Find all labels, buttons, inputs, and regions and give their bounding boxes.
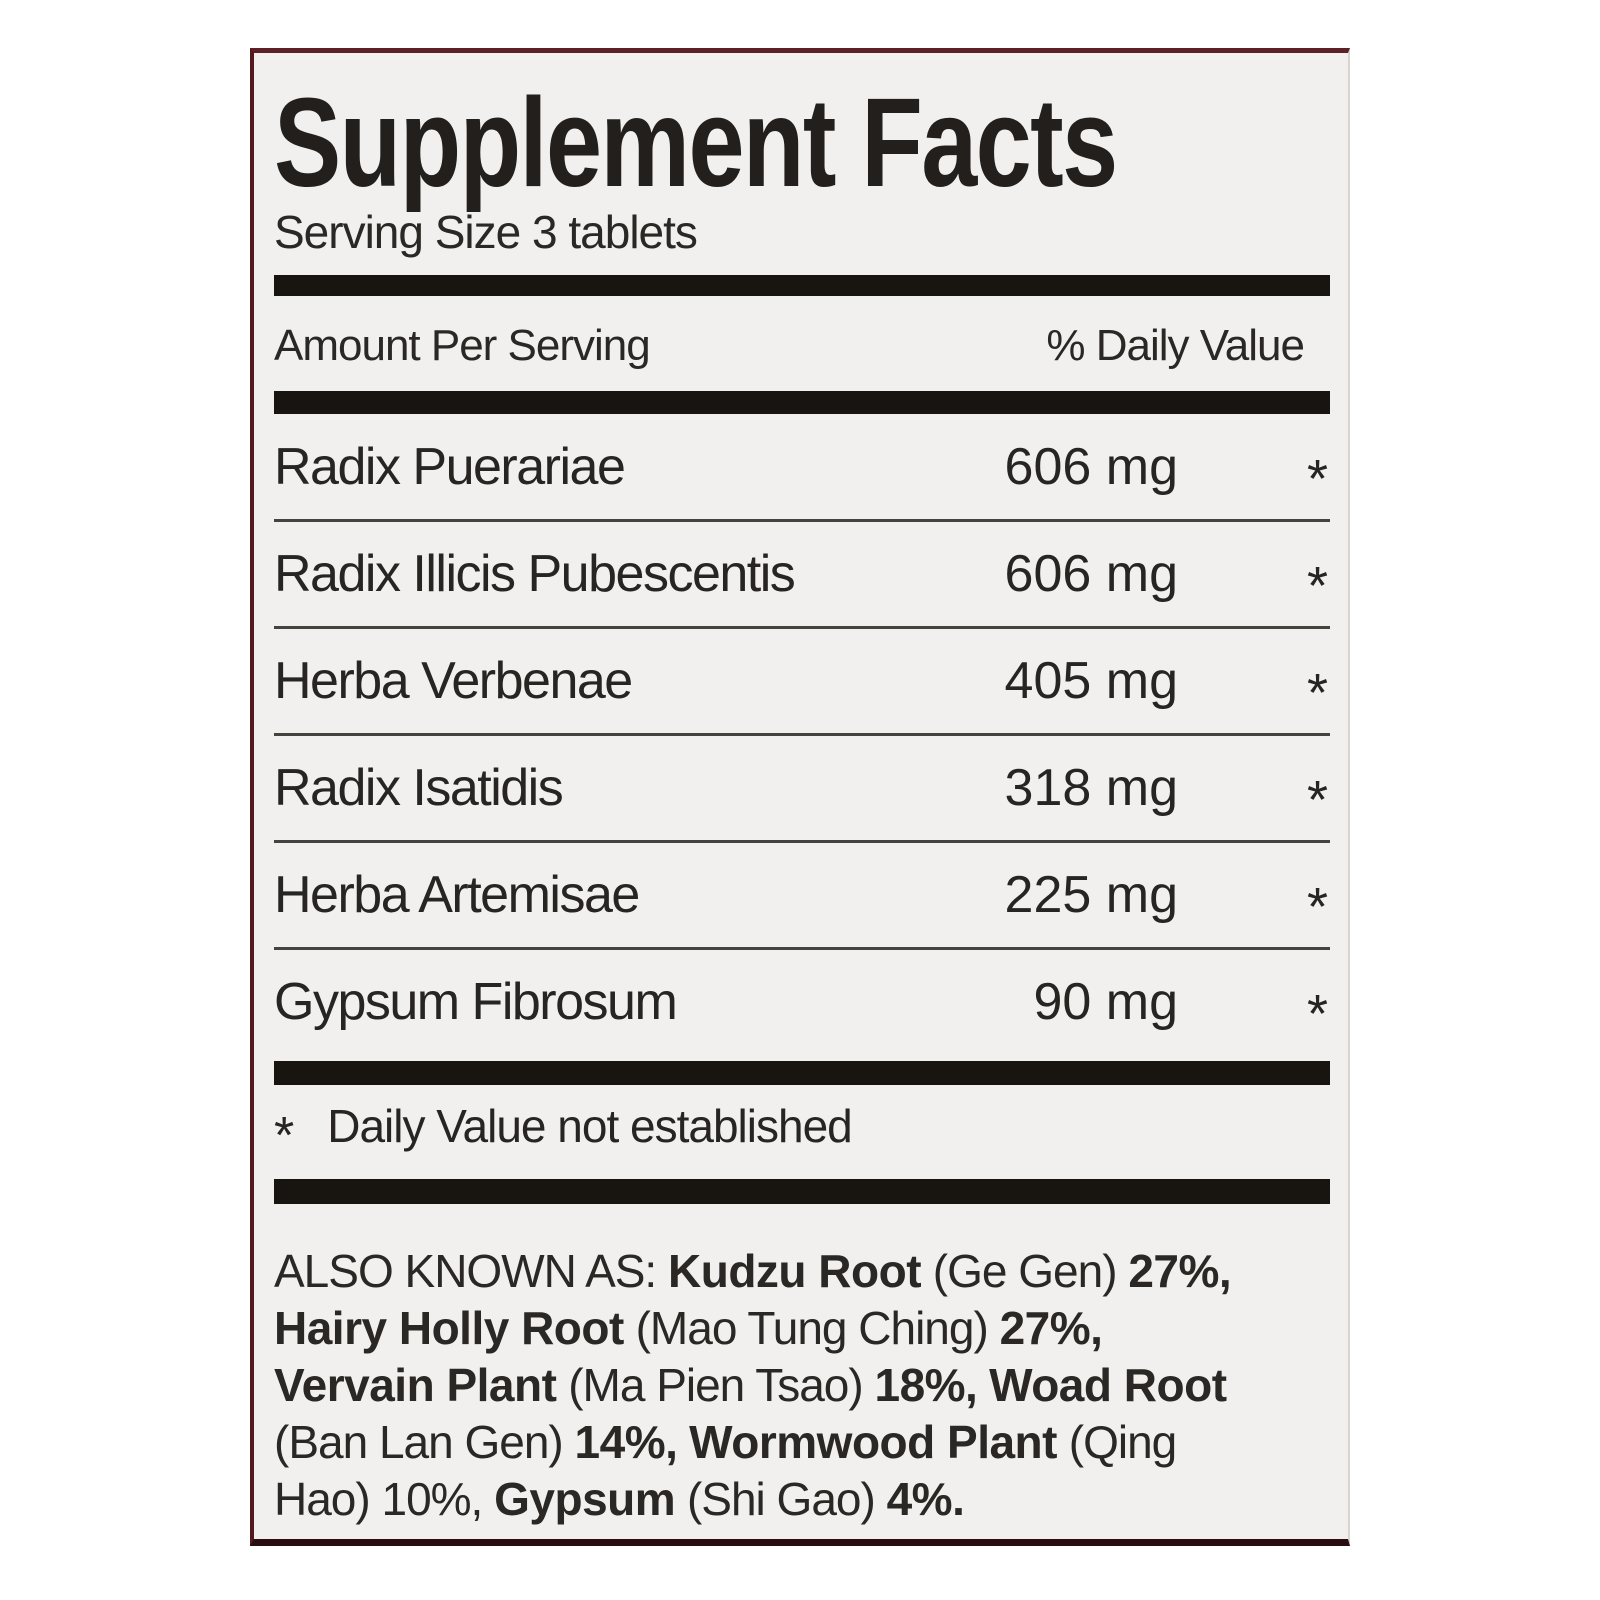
divider-bar-thick <box>274 391 1330 414</box>
supplement-facts-panel <box>250 48 1350 1546</box>
divider-bar-thick <box>274 1061 1330 1085</box>
aka-segment: Kudzu Root <box>668 1245 922 1297</box>
aka-segment: Gypsum <box>494 1473 676 1525</box>
aka-paragraph <box>274 1243 1330 1528</box>
aka-segment: (Qing <box>1056 1416 1177 1468</box>
ingredient-name: Gypsum Fibrosum <box>274 973 677 1031</box>
aka-segment: Wormwood Plant <box>689 1416 1057 1468</box>
panel-title: Supplement Facts <box>274 72 1117 213</box>
ingredient-amount: 225 mg <box>1004 866 1178 924</box>
footnote-asterisk: * <box>274 1107 294 1165</box>
aka-line <box>274 1243 1330 1300</box>
aka-segment: 27%, <box>1128 1245 1232 1297</box>
ingredient-amount: 318 mg <box>1004 759 1178 817</box>
table-row <box>274 843 1330 947</box>
aka-segment: 18%, <box>874 1359 978 1411</box>
aka-segment: Hao) 10%, <box>274 1473 495 1525</box>
aka-line <box>274 1300 1330 1357</box>
ingredient-amount: 606 mg <box>1004 438 1178 496</box>
aka-segment: (Shi Gao) <box>675 1473 887 1525</box>
daily-value-asterisk: * <box>1306 449 1328 509</box>
aka-segment: (Mao Tung Ching) <box>623 1302 1000 1354</box>
aka-segment <box>977 1359 989 1411</box>
percent-daily-value-header: % Daily Value <box>1046 321 1304 370</box>
table-row <box>274 522 1330 626</box>
aka-segment: 27%, <box>999 1302 1103 1354</box>
ingredient-amount: 405 mg <box>1004 652 1178 710</box>
table-header <box>274 319 1330 373</box>
daily-value-asterisk: * <box>1306 663 1328 723</box>
aka-segment: Vervain Plant <box>274 1359 557 1411</box>
footnote-text: Daily Value not established <box>327 1100 852 1152</box>
ingredient-amount: 90 mg <box>1033 973 1178 1031</box>
aka-segment <box>677 1416 689 1468</box>
ingredient-table <box>274 415 1330 1054</box>
serving-size: Serving Size 3 tablets <box>274 206 697 258</box>
aka-segment: (Ma Pien Tsao) <box>556 1359 875 1411</box>
table-row <box>274 629 1330 733</box>
table-row <box>274 415 1330 519</box>
aka-segment: 14%, <box>574 1416 678 1468</box>
aka-line <box>274 1357 1330 1414</box>
ingredient-name: Herba Verbenae <box>274 652 632 710</box>
ingredient-amount: 606 mg <box>1004 545 1178 603</box>
daily-value-asterisk: * <box>1306 877 1328 937</box>
aka-segment: Woad Root <box>989 1359 1227 1411</box>
ingredient-name: Radix Isatidis <box>274 759 563 817</box>
divider-bar-thick <box>274 275 1330 296</box>
ingredient-name: Herba Artemisae <box>274 866 639 924</box>
daily-value-asterisk: * <box>1306 984 1328 1044</box>
amount-per-serving-header: Amount Per Serving <box>274 321 650 370</box>
table-row <box>274 950 1330 1054</box>
aka-segment: Hairy Holly Root <box>274 1302 624 1354</box>
divider-bar-thick <box>274 1179 1330 1204</box>
footnote <box>274 1099 1330 1165</box>
aka-segment: (Ban Lan Gen) <box>274 1416 575 1468</box>
daily-value-asterisk: * <box>1306 556 1328 616</box>
aka-line <box>274 1414 1330 1471</box>
aka-line <box>274 1471 1330 1528</box>
daily-value-asterisk: * <box>1306 770 1328 830</box>
aka-segment: ALSO KNOWN AS: <box>274 1245 668 1297</box>
ingredient-name: Radix Illicis Pubescentis <box>274 545 795 603</box>
aka-segment: 4%. <box>886 1473 965 1525</box>
table-row <box>274 736 1330 840</box>
aka-segment: (Ge Gen) <box>921 1245 1129 1297</box>
ingredient-name: Radix Puerariae <box>274 438 625 496</box>
